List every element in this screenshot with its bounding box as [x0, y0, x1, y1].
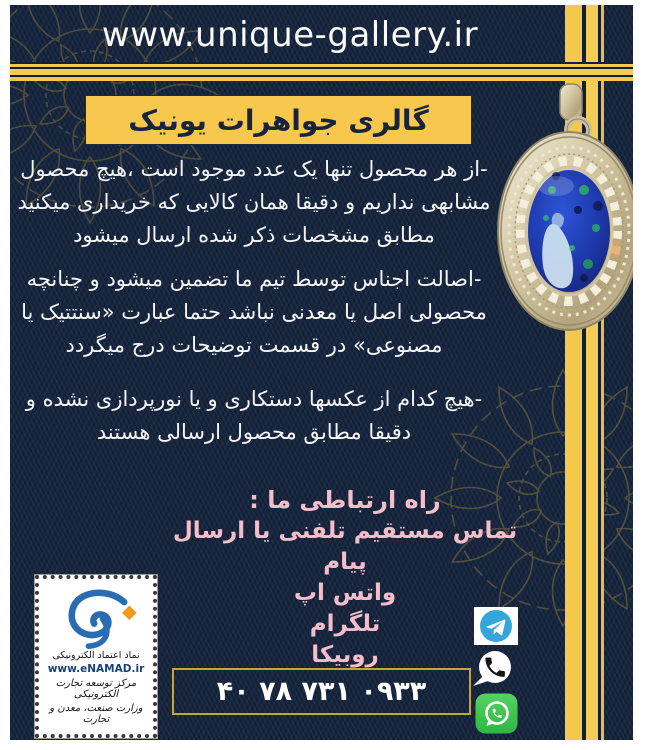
contact-line: تماس مستقیم تلفنی یا ارسال پیام [172, 518, 518, 575]
site-url: www.unique-gallery.ir [101, 15, 479, 55]
enamad-url: www.eNAMAD.ir [47, 663, 145, 675]
phone-number: ۰۹۳۳ ۷۳۱ ۷۸ ۴۰ [216, 676, 427, 707]
telegram-icon[interactable] [474, 607, 518, 649]
banner-title: گالری جواهرات یونیک [128, 103, 429, 137]
enamad-title: نماد اعتماد الکترونیکی [52, 650, 140, 661]
enamad-org-line2: وزارت صنعت، معدن و تجارت [49, 703, 143, 725]
channel-whatsapp: واتس اپ [293, 580, 397, 606]
contact-heading: راه ارتباطی ما : [249, 486, 441, 514]
contact-section [170, 485, 520, 671]
phone-number-box [172, 668, 471, 715]
enamad-badge[interactable] [35, 575, 157, 738]
enamad-logo-icon [46, 587, 146, 649]
pendant-bail [560, 84, 582, 120]
channel-rubika: روبیکا [311, 642, 379, 668]
paragraph-authenticity: -اصالت اجناس توسط تیم ما تضمین میشود و چنانچه محصولی اصل یا معدنی نباشد حتما عبارت «سنتتیک یا مصنوعی» در قسمت توضیحات درج میگردد [21, 267, 487, 357]
enamad-org-line1: مرکز توسعه تجارت الکترونیکی [55, 678, 137, 700]
paragraph-uniqueness: -از هر محصول تنها یک عدد موجود است ،هیچ محصول مشابهی نداریم و دقیقا همان کالایی که خریداری میکنید مطابق مشخصات ذکر شده ارسال میشود [17, 157, 491, 247]
title-banner [85, 95, 472, 145]
poster-background [10, 5, 633, 740]
paragraph-photos: -هیچ کدام از عکسها دستکاری و یا نورپردازی نشده و دقیقا مطابق محصول ارسالی هستند [25, 387, 483, 444]
phone-icon[interactable] [470, 648, 516, 696]
channel-telegram: تلگرام [309, 611, 381, 637]
whatsapp-icon[interactable] [475, 693, 518, 738]
pendant-photo [480, 78, 633, 340]
